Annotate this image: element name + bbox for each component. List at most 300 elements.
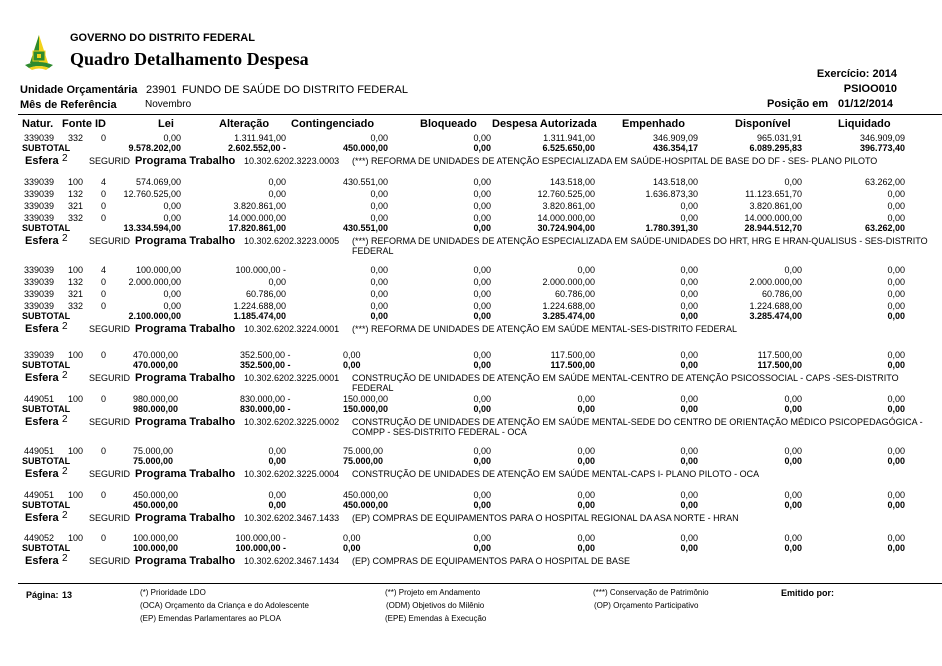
subtotal-alt: 0,00	[268, 456, 286, 466]
lei-cell: 2.000.000,00	[128, 277, 181, 287]
col-despesa-autorizada: Despesa Autorizada	[492, 118, 597, 130]
subtotal-bloq: 0,00	[473, 456, 491, 466]
programa-description: (***) REFORMA DE UNIDADES DE ATENÇÃO ESPECIALIZADA EM SAÚDE-HOSPITAL DE BASE DO DF - SES- PLANO PILOTO	[352, 156, 878, 166]
lei-cell: 100.000,00	[133, 533, 179, 543]
lei-cell: 0,00	[163, 133, 181, 143]
cont-cell: 75.000,00	[343, 446, 384, 456]
emp-cell: 0,00	[680, 446, 698, 456]
id-cell: 4	[101, 265, 107, 275]
disp-cell: 3.820.861,00	[749, 201, 802, 211]
desp-cell: 0,00	[577, 265, 595, 275]
alt-cell: 0,00	[268, 490, 286, 500]
pagina-value: 13	[62, 590, 73, 600]
id-cell: 0	[101, 394, 107, 404]
fonte-cell: 100	[68, 446, 84, 456]
subtotal-bloq: 0,00	[473, 543, 491, 553]
programa-trabalho-code: 10.302.6202.3225.0001	[244, 373, 340, 383]
col-lei: Lei	[158, 118, 174, 130]
mes-label: Mês de Referência	[20, 99, 117, 111]
fonte-cell: 100	[68, 177, 84, 187]
subtotal-disp: 0,00	[784, 543, 802, 553]
programa-trabalho-label: Programa Trabalho	[135, 372, 236, 384]
subtotal-alt: 100.000,00 -	[235, 543, 286, 553]
id-cell: 0	[101, 277, 107, 287]
cont-cell: 450.000,00	[343, 490, 389, 500]
desp-cell: 0,00	[577, 394, 595, 404]
emp-cell: 0,00	[680, 265, 698, 275]
fonte-cell: 332	[68, 301, 84, 311]
liq-cell: 346.909,09	[859, 133, 905, 143]
subtotal-desp: 30.724.904,00	[537, 223, 595, 233]
cont-cell: 0,00	[370, 289, 388, 299]
subtotal-cont: 0,00	[370, 311, 388, 321]
subtotal-row	[0, 360, 942, 372]
table-header	[0, 118, 942, 132]
lei-cell: 12.760.525,00	[123, 189, 181, 199]
subtotal-lei: 450.000,00	[133, 500, 179, 510]
subtotal-alt: 1.185.474,00	[233, 311, 286, 321]
lei-cell: 0,00	[163, 301, 181, 311]
natur-cell: 449051	[24, 490, 55, 500]
subtotal-disp: 0,00	[784, 456, 802, 466]
subtotal-cont: 0,00	[343, 360, 361, 370]
subtotal-desp: 6.525.650,00	[542, 143, 595, 153]
natur-cell: 449052	[24, 533, 55, 543]
subtotal-liq: 0,00	[887, 500, 905, 510]
table-row	[0, 265, 942, 277]
subtotal-liq: 63.262,00	[864, 223, 905, 233]
subtotal-cont: 450.000,00	[342, 143, 388, 153]
unidade-name: FUNDO DE SAÚDE DO DISTRITO FEDERAL	[182, 84, 408, 96]
subtotal-disp: 0,00	[784, 404, 802, 414]
exercicio: Exercício: 2014	[816, 68, 897, 80]
lei-cell: 450.000,00	[133, 490, 179, 500]
subtotal-emp: 0,00	[680, 311, 698, 321]
programa-trabalho-code: 10.302.6202.3225.0004	[244, 469, 340, 479]
natur-cell: 339039	[24, 289, 55, 299]
bloq-cell: 0,00	[473, 213, 491, 223]
segurid-label: SEGURID	[89, 513, 131, 523]
lei-cell: 100.000,00	[135, 265, 181, 275]
liq-cell: 0,00	[887, 350, 905, 360]
subtotal-disp: 28.944.512,70	[744, 223, 802, 233]
subtotal-liq: 396.773,40	[859, 143, 905, 153]
legend-item: (**) Projeto em Andamento	[385, 588, 481, 597]
id-cell: 0	[101, 289, 107, 299]
programa-description: (***) REFORMA DE UNIDADES DE ATENÇÃO ESPECIALIZADA EM SAÚDE-UNIDADES DO HRT, HRG E HRAN-QUALISUS - SES-DISTRITO FEDERAL	[352, 236, 928, 256]
fonte-cell: 100	[68, 394, 84, 404]
id-cell: 0	[101, 350, 107, 360]
id-cell: 0	[101, 301, 107, 311]
disp-cell: 0,00	[784, 533, 802, 543]
natur-cell: 339039	[24, 189, 55, 199]
programa-trabalho-code: 10.302.6202.3223.0005	[244, 236, 340, 246]
desp-cell: 3.820.861,00	[542, 201, 595, 211]
cont-cell: 0,00	[370, 277, 388, 287]
subtotal-row	[0, 404, 942, 416]
programa-trabalho-label: Programa Trabalho	[135, 416, 236, 428]
subtotal-liq: 0,00	[887, 404, 905, 414]
lei-cell: 574.069,00	[135, 177, 181, 187]
id-cell: 0	[101, 213, 107, 223]
cont-cell: 0,00	[370, 213, 388, 223]
cont-cell: 0,00	[370, 301, 388, 311]
desp-cell: 117.500,00	[550, 350, 595, 360]
subtotal-desp: 0,00	[577, 500, 595, 510]
subtotal-cont: 430.551,00	[342, 223, 388, 233]
esfera-label: Esfera	[25, 323, 59, 335]
emp-cell: 0,00	[680, 533, 698, 543]
liq-cell: 0,00	[887, 301, 905, 311]
lei-cell: 470.000,00	[133, 350, 179, 360]
disp-cell: 14.000.000,00	[744, 213, 802, 223]
esfera-value: 2	[62, 466, 68, 477]
liq-cell: 0,00	[887, 533, 905, 543]
programa-description: (EP) COMPRAS DE EQUIPAMENTOS PARA O HOSPITAL REGIONAL DA ASA NORTE - HRAN	[352, 513, 739, 523]
esfera-label: Esfera	[25, 155, 59, 167]
subtotal-liq: 0,00	[887, 360, 905, 370]
legend-item: (EP) Emendas Parlamentares ao PLOA	[140, 614, 281, 623]
subtotal-label: SUBTOTAL	[22, 223, 71, 233]
subtotal-emp: 0,00	[680, 456, 698, 466]
natur-cell: 339039	[24, 177, 55, 187]
col-alteracao: Alteração	[219, 118, 270, 130]
disp-cell: 1.224.688,00	[749, 301, 802, 311]
bloq-cell: 0,00	[473, 490, 491, 500]
esfera-label: Esfera	[25, 235, 59, 247]
lei-cell: 980.000,00	[133, 394, 179, 404]
col-natur: Natur.	[22, 118, 54, 130]
legend-item: (OCA) Orçamento da Criança e do Adolescente	[140, 601, 309, 610]
col-disponivel: Disponível	[735, 118, 791, 130]
desp-cell: 14.000.000,00	[537, 213, 595, 223]
alt-cell: 100.000,00 -	[235, 533, 286, 543]
liq-cell: 0,00	[887, 265, 905, 275]
table-row	[0, 189, 942, 201]
liq-cell: 0,00	[887, 201, 905, 211]
desp-cell: 1.224.688,00	[542, 301, 595, 311]
liq-cell: 0,00	[887, 394, 905, 404]
unidade-label: Unidade Orçamentária	[20, 84, 138, 96]
col-fonte: Fonte	[62, 118, 92, 130]
subtotal-cont: 450.000,00	[343, 500, 389, 510]
fonte-cell: 132	[68, 189, 84, 199]
id-cell: 0	[101, 133, 107, 143]
subtotal-desp: 3.285.474,00	[542, 311, 595, 321]
programa-description: CONSTRUÇÃO DE UNIDADES DE ATENÇÃO EM SAÚDE MENTAL-SEDE DO CENTRO DE ORIENTAÇÃO MÉDICO PSICOPEDAGÓGICA - COMPP - SES-DISTRITO FEDERAL - OCA	[352, 417, 923, 437]
desp-cell: 1.311.941,00	[543, 133, 595, 143]
bloq-cell: 0,00	[473, 301, 491, 311]
programa-trabalho-label: Programa Trabalho	[135, 235, 236, 247]
disp-cell: 60.786,00	[761, 289, 802, 299]
subtotal-alt: 2.602.552,00 -	[227, 143, 286, 153]
alt-cell: 1.311.941,00	[234, 133, 286, 143]
liq-cell: 0,00	[887, 189, 905, 199]
subtotal-bloq: 0,00	[473, 404, 491, 414]
esfera-value: 2	[62, 510, 68, 521]
subtotal-lei: 2.100.000,00	[128, 311, 181, 321]
bloq-cell: 0,00	[473, 289, 491, 299]
id-cell: 0	[101, 189, 107, 199]
bloq-cell: 0,00	[473, 189, 491, 199]
table-row	[0, 201, 942, 213]
table-row	[0, 177, 942, 189]
table-row	[0, 277, 942, 289]
programa-trabalho-label: Programa Trabalho	[135, 468, 236, 480]
fonte-cell: 132	[68, 277, 84, 287]
emp-cell: 1.636.873,30	[645, 189, 698, 199]
fonte-cell: 100	[68, 350, 84, 360]
posicao-label: Posição em	[767, 98, 829, 110]
emitido-label: Emitido por:	[781, 588, 834, 598]
subtotal-lei: 9.578.202,00	[128, 143, 181, 153]
subtotal-desp: 0,00	[577, 543, 595, 553]
cont-cell: 150.000,00	[343, 394, 389, 404]
fonte-cell: 100	[68, 533, 84, 543]
natur-cell: 339039	[24, 350, 55, 360]
bloq-cell: 0,00	[473, 177, 491, 187]
programa-trabalho-code: 10.302.6202.3467.1434	[244, 556, 340, 566]
subtotal-disp: 6.089.295,83	[749, 143, 802, 153]
emp-cell: 0,00	[680, 213, 698, 223]
programa-trabalho-code: 10.302.6202.3223.0003	[244, 156, 340, 166]
unidade-code: 23901	[146, 84, 177, 96]
natur-cell: 339039	[24, 213, 55, 223]
legend-item: (OP) Orçamento Participativo	[594, 601, 699, 610]
subtotal-row	[0, 311, 942, 323]
esfera-label: Esfera	[25, 512, 59, 524]
cont-cell: 430.551,00	[342, 177, 388, 187]
subtotal-label: SUBTOTAL	[22, 404, 71, 414]
subtotal-bloq: 0,00	[473, 223, 491, 233]
segurid-label: SEGURID	[89, 236, 131, 246]
alt-cell: 0,00	[268, 177, 286, 187]
segurid-label: SEGURID	[89, 469, 131, 479]
col-liquidado: Liquidado	[838, 118, 891, 130]
natur-cell: 339039	[24, 265, 55, 275]
subtotal-liq: 0,00	[887, 311, 905, 321]
subtotal-emp: 1.780.391,30	[645, 223, 698, 233]
esfera-value: 2	[62, 321, 68, 332]
subtotal-row	[0, 543, 942, 555]
subtotal-emp: 0,00	[680, 500, 698, 510]
subtotal-row	[0, 500, 942, 512]
report-title: Quadro Detalhamento Despesa	[70, 49, 309, 69]
programa-description: (***) REFORMA DE UNIDADES DE ATENÇÃO EM SAÚDE MENTAL-SES-DISTRITO FEDERAL	[352, 324, 738, 334]
report-code: PSIOO010	[843, 83, 897, 95]
desp-cell: 143.518,00	[549, 177, 595, 187]
segurid-label: SEGURID	[89, 324, 131, 334]
subtotal-liq: 0,00	[887, 456, 905, 466]
subtotal-emp: 436.354,17	[652, 143, 698, 153]
subtotal-cont: 0,00	[343, 543, 361, 553]
cont-cell: 0,00	[370, 265, 388, 275]
subtotal-cont: 150.000,00	[343, 404, 389, 414]
programa-description: CONSTRUÇÃO DE UNIDADES DE ATENÇÃO EM SAÚDE MENTAL-CENTRO DE ATENÇÃO PSICOSSOCIAL - CAPS -SES-DISTRITO FEDERAL	[352, 373, 899, 393]
programa-description: CONSTRUÇÃO DE UNIDADES DE ATENÇÃO EM SAÚDE MENTAL-CAPS I- PLANO PILOTO - OCA	[352, 469, 760, 479]
liq-cell: 0,00	[887, 277, 905, 287]
org-name: GOVERNO DO DISTRITO FEDERAL	[70, 32, 255, 44]
footer-divider	[18, 583, 942, 584]
subtotal-desp: 0,00	[577, 404, 595, 414]
natur-cell: 339039	[24, 133, 55, 143]
natur-cell: 449051	[24, 394, 55, 404]
subtotal-label: SUBTOTAL	[22, 143, 71, 153]
disp-cell: 0,00	[784, 394, 802, 404]
alt-cell: 3.820.861,00	[233, 201, 286, 211]
subtotal-cont: 75.000,00	[343, 456, 384, 466]
subtotal-emp: 0,00	[680, 360, 698, 370]
emp-cell: 0,00	[680, 394, 698, 404]
liq-cell: 0,00	[887, 446, 905, 456]
programa-trabalho-label: Programa Trabalho	[135, 155, 236, 167]
alt-cell: 0,00	[268, 189, 286, 199]
gdf-coat-of-arms-icon	[24, 33, 54, 73]
subtotal-alt: 0,00	[268, 500, 286, 510]
bloq-cell: 0,00	[473, 277, 491, 287]
cont-cell: 0,00	[343, 350, 361, 360]
emp-cell: 0,00	[680, 201, 698, 211]
subtotal-label: SUBTOTAL	[22, 500, 71, 510]
legend-item: (***) Conservação de Patrimônio	[593, 588, 709, 597]
id-cell: 0	[101, 446, 107, 456]
bloq-cell: 0,00	[473, 265, 491, 275]
desp-cell: 2.000.000,00	[542, 277, 595, 287]
alt-cell: 1.224.688,00	[233, 301, 286, 311]
subtotal-row	[0, 223, 942, 235]
segurid-label: SEGURID	[89, 156, 131, 166]
fonte-cell: 321	[68, 289, 84, 299]
esfera-label: Esfera	[25, 468, 59, 480]
programa-trabalho-label: Programa Trabalho	[135, 555, 236, 567]
disp-cell: 0,00	[784, 446, 802, 456]
liq-cell: 0,00	[887, 490, 905, 500]
disp-cell: 965.031,91	[756, 133, 802, 143]
subtotal-row	[0, 456, 942, 468]
lei-cell: 75.000,00	[133, 446, 174, 456]
bloq-cell: 0,00	[473, 394, 491, 404]
subtotal-lei: 13.334.594,00	[123, 223, 181, 233]
segurid-label: SEGURID	[89, 556, 131, 566]
table-row	[0, 289, 942, 301]
disp-cell: 0,00	[784, 490, 802, 500]
alt-cell: 830.000,00 -	[240, 394, 291, 404]
bloq-cell: 0,00	[473, 350, 491, 360]
natur-cell: 449051	[24, 446, 55, 456]
emp-cell: 0,00	[680, 301, 698, 311]
subtotal-emp: 0,00	[680, 543, 698, 553]
subtotal-bloq: 0,00	[473, 143, 491, 153]
disp-cell: 0,00	[784, 265, 802, 275]
fonte-cell: 100	[68, 490, 84, 500]
legend-item: (EPE) Emendas à Execução	[385, 614, 487, 623]
col-id: ID	[95, 118, 106, 130]
emp-cell: 143.518,00	[652, 177, 698, 187]
subtotal-bloq: 0,00	[473, 360, 491, 370]
natur-cell: 339039	[24, 301, 55, 311]
desp-cell: 60.786,00	[554, 289, 595, 299]
alt-cell: 352.500,00 -	[240, 350, 291, 360]
subtotal-disp: 3.285.474,00	[749, 311, 802, 321]
disp-cell: 0,00	[784, 177, 802, 187]
id-cell: 0	[101, 201, 107, 211]
mes-value: Novembro	[145, 99, 192, 110]
desp-cell: 0,00	[577, 446, 595, 456]
disp-cell: 11.123.651,70	[745, 189, 802, 199]
lei-cell: 0,00	[163, 213, 181, 223]
subtotal-label: SUBTOTAL	[22, 360, 71, 370]
cont-cell: 0,00	[370, 133, 388, 143]
col-contingenciado: Contingenciado	[291, 118, 375, 130]
esfera-value: 2	[62, 153, 68, 164]
bloq-cell: 0,00	[473, 446, 491, 456]
esfera-value: 2	[62, 233, 68, 244]
emp-cell: 0,00	[680, 350, 698, 360]
subtotal-disp: 117.500,00	[757, 360, 802, 370]
desp-cell: 0,00	[577, 490, 595, 500]
bloq-cell: 0,00	[473, 133, 491, 143]
subtotal-alt: 17.820.861,00	[228, 223, 286, 233]
segurid-label: SEGURID	[89, 373, 131, 383]
bloq-cell: 0,00	[473, 533, 491, 543]
posicao-value: 01/12/2014	[838, 98, 894, 110]
programa-trabalho-label: Programa Trabalho	[135, 323, 236, 335]
programa-description: (EP) COMPRAS DE EQUIPAMENTOS PARA O HOSPITAL DE BASE	[352, 556, 631, 566]
cont-cell: 0,00	[370, 201, 388, 211]
programa-trabalho-code: 10.302.6202.3225.0002	[244, 417, 340, 427]
fonte-cell: 321	[68, 201, 84, 211]
fonte-cell: 100	[68, 265, 84, 275]
cont-cell: 0,00	[343, 533, 361, 543]
emp-cell: 0,00	[680, 490, 698, 500]
subtotal-alt: 352.500,00 -	[240, 360, 291, 370]
liq-cell: 0,00	[887, 289, 905, 299]
esfera-label: Esfera	[25, 372, 59, 384]
id-cell: 0	[101, 533, 107, 543]
subtotal-emp: 0,00	[680, 404, 698, 414]
alt-cell: 14.000.000,00	[228, 213, 286, 223]
disp-cell: 117.500,00	[757, 350, 802, 360]
col-bloqueado: Bloqueado	[420, 118, 477, 130]
alt-cell: 0,00	[268, 277, 286, 287]
subtotal-label: SUBTOTAL	[22, 456, 71, 466]
lei-cell: 0,00	[163, 289, 181, 299]
bloq-cell: 0,00	[473, 201, 491, 211]
emp-cell: 346.909,09	[652, 133, 698, 143]
subtotal-label: SUBTOTAL	[22, 311, 71, 321]
alt-cell: 60.786,00	[245, 289, 286, 299]
programa-trabalho-code: 10.302.6202.3224.0001	[244, 324, 340, 334]
liq-cell: 0,00	[887, 213, 905, 223]
subtotal-lei: 980.000,00	[133, 404, 179, 414]
subtotal-lei: 100.000,00	[133, 543, 179, 553]
legend-item: (*) Prioridade LDO	[140, 588, 206, 597]
natur-cell: 339039	[24, 201, 55, 211]
subtotal-bloq: 0,00	[473, 500, 491, 510]
esfera-label: Esfera	[25, 555, 59, 567]
id-cell: 0	[101, 490, 107, 500]
subtotal-lei: 470.000,00	[133, 360, 179, 370]
subtotal-disp: 0,00	[784, 500, 802, 510]
header-divider	[18, 114, 942, 115]
esfera-value: 2	[62, 370, 68, 381]
fonte-cell: 332	[68, 133, 84, 143]
legend-item: (ODM) Objetivos do Milênio	[386, 601, 485, 610]
emp-cell: 0,00	[680, 277, 698, 287]
desp-cell: 0,00	[577, 533, 595, 543]
esfera-label: Esfera	[25, 416, 59, 428]
esfera-value: 2	[62, 553, 68, 564]
